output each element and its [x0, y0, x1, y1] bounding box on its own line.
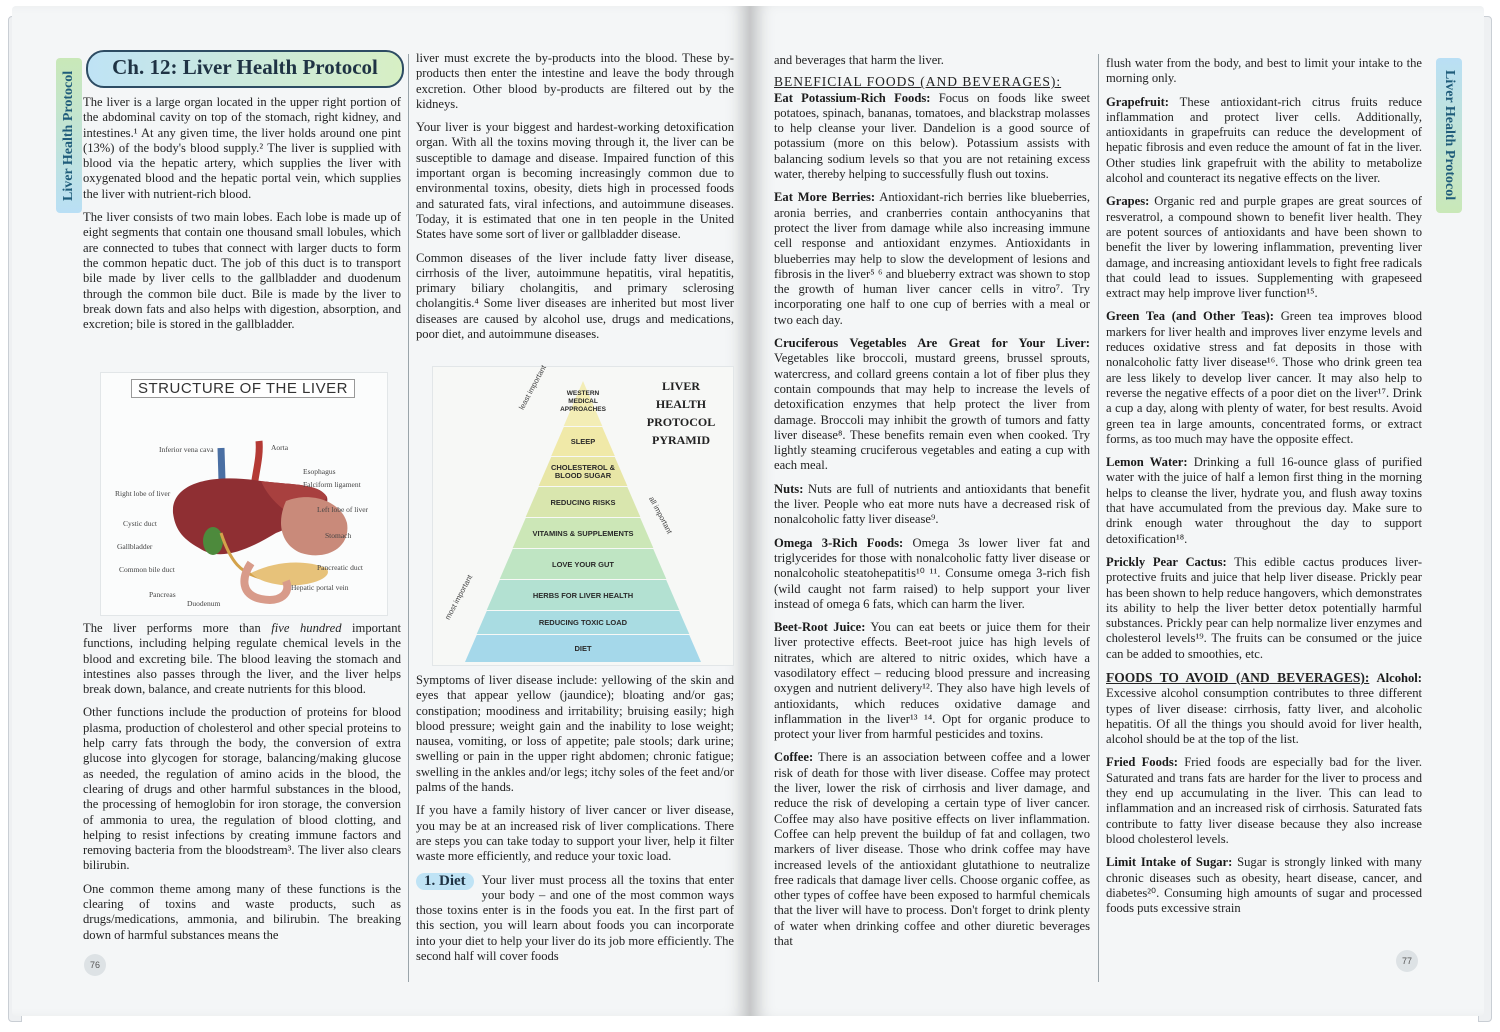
pyramid-level-label: VITAMINS & SUPPLEMENTS: [532, 528, 634, 538]
column-divider: [408, 54, 409, 982]
label-common-bile-duct: Common bile duct: [119, 565, 175, 574]
paragraph: Grapes: Organic red and purple grapes are great sources of resveratrol, a compound shown to benefit liver health. They are potent sources of antioxidants and have been shown to benefit the liver by lowering inflammation, preventing liver damage, and increasing antioxidant levels to fight free radicals that could lead to issues. Supplementing with grapeseed extract may help improve liver function¹⁵.: [1106, 194, 1422, 301]
paragraph: Coffee: There is an association between coffee and a lower risk of death for those with liver disease. Coffee may protect the liver, lower the risk of cirrhosis and liver damage, and reduce the risk of developing a certain type of liver cancer. Coffee may also have positive effects on liver inflammation. Coffee can help prevent the buildup of fat and collagen, two markers of liver disease. Those who drink coffee may have increased levels of the antioxidant glutathione to neutralize free radicals that damage liver cells. Choose organic coffee, as other types of coffee have been exposed to harmful chemicals that the liver will have to process. Don't forget to drink plenty of water when drinking coffee and other diuretic beverages that: [774, 750, 1090, 949]
pyramid-level-label: DIET: [574, 644, 592, 653]
left-column-1-lower: [83, 621, 401, 951]
paragraph: flush water from the body, and best to limit your intake to the morning only.: [1106, 56, 1422, 86]
liver-protocol-pyramid: [432, 363, 734, 666]
label-aorta: Aorta: [271, 443, 289, 452]
paragraph: Prickly Pear Cactus: This edible cactus produces liver-protective fruits and juice that help liver disease. Prickly pear has been shown to help reduce hangovers, which demonstrates its ability to help the liver better detox potentially harmful substances. Prickly pear can help normalize liver enzymes and cholesterol levels¹⁹. The fruits can be consumed or the juice can be added to smoothies, etc.: [1106, 554, 1423, 661]
paragraph: Beet-Root Juice: You can eat beets or juice them for their liver protective effects. Beet-root juice has high levels of nitrates, which are altered to nitric oxides, which have a vasodilatory effect – reducing blood pressure and increasing oxygen and nutrient delivery¹². They also have high levels of antioxidants, which reduces oxidative damage and inflammation in the liver¹³ ¹⁴. Opt for organic produce to protect your liver from harmful pesticides and toxins.: [774, 620, 1090, 742]
page-number: 77: [1396, 950, 1418, 972]
paragraph: Green Tea (and Other Teas): Green tea improves blood markers for liver health and improves liver enzyme levels and reduces oxidative stress and fat deposits in those with nonalcoholic fatty liver disease¹⁶. Those who drink green tea are less likely to develop liver cancer. It may also help to reverse the negative effects of a poor diet on the liver¹⁷. Drink a cup a day, along with plenty of water, for best results. Avoid green tea in large amounts, concentrated forms, or extract forms, as too much may have the opposite effect.: [1106, 309, 1422, 446]
left-column-1: [83, 95, 401, 340]
pyramid-level-label: REDUCING TOXIC LOAD: [538, 618, 628, 627]
paragraph: One common theme among many of these functions is the clearing of toxins and waste products, such as drugs/medications, ammonia, and bilirubin. The breaking down of harmful substances means the: [83, 881, 401, 942]
chapter-title: Ch. 12: Liver Health Protocol: [86, 50, 404, 88]
paragraph: Lemon Water: Drinking a full 16-ounce glass of purified water with the juice of half a lemon first thing in the morning helps to cleanse the liver, hydrate you, and flush away toxins that have accumulated from the previous day. Make sure to drink enough water throughout the day to support detoxification¹⁸.: [1106, 455, 1422, 546]
label-cystic-duct: Cystic duct: [123, 519, 157, 528]
right-side-tab: Liver Health Protocol: [1436, 58, 1462, 213]
diet-section-badge: 1. Diet: [416, 873, 474, 890]
left-column-2-lower: [416, 673, 734, 972]
paragraph: Nuts: Nuts are full of nutrients and antioxidants that benefit the liver. People who eat more nuts have a decreased risk of nonalcoholic fatty liver disease⁹.: [774, 481, 1090, 527]
left-side-tab: Liver Health Protocol: [56, 58, 82, 213]
label-pancreatic-duct: Pancreatic duct: [317, 563, 364, 572]
open-book: [8, 6, 1492, 1026]
paragraph: Your liver is your biggest and hardest-working detoxification organ. With all the toxins moving through it, the liver can be susceptible to damage and disease. Impaired function of this important organ is becoming increasingly common due to environmental toxins, obesity, diets high in processed foods and saturated fats, viral infections, and autoimmune diseases. Today, it is estimated that one in ten people in the United States have some sort of liver or gallbladder disease.: [416, 120, 734, 242]
paragraph: FOODS TO AVOID (AND BEVERAGES): Alcohol: Excessive alcohol consumption contributes to three different types of liver disease: cirrhosis, fatty liver, and alcoholic hepatitis. Of all the things you should avoid for liver health, alcohol should be at the top of the list.: [1106, 669, 1422, 747]
right-page: [750, 6, 1484, 1016]
right-column-1: [774, 53, 1090, 957]
pyramid-side-most-important: most important: [443, 573, 475, 622]
paragraph: The liver is a large organ located in the upper right portion of the abdominal cavity on top of the stomach, right kidney, and intestines.¹ At any given time, the liver holds around one pint (13%) of the body's blood supply.² The liver is supplied with blood via the hepatic artery, which supplies the liver with oxygenated blood and the hepatic portal vein, which supplies the liver with nutrient-rich blood.: [83, 95, 401, 201]
pyramid-level-label: WESTERN MEDICAL APPROACHES: [560, 390, 606, 413]
paragraph: BENEFICIAL FOODS (AND BEVERAGES): Eat Potassium-Rich Foods: Focus on foods like sweet potatoes, spinach, bananas, tomatoes, and blackstrap molasses to help cleanse your liver. Dandelion is a good source of potassium (more on this below). Potassium assists with balancing sodium levels so that you are not retaining excess water, thereby helping to successfully flush out toxins.: [774, 74, 1091, 182]
paragraph: The liver consists of two main lobes. Each lobe is made up of eight segments that contain one thousand small lobules, which are connected to tubes that connect with larger ducts to form the common hepatic duct. The job of this duct is to transport bile made by liver cells to the gallbladder and duodenum through the common bile duct. Bile is made by the liver to break down fats and also helps with digestion, absorption, and excretion; bile is stored in the gallbladder.: [83, 210, 401, 332]
paragraph: Other functions include the production of proteins for blood plasma, production of cholesterol and other special proteins to help carry fats through the body, the conversion of extra glucose into glycogen for storage, balancing/making glucose as needed, the regulation of amino acids in the blood, the clearing of drugs and other harmful substances in the blood, the processing of hemoglobin for iron storage, the conversion of ammonia to urea, the regulation of blood clotting, and helping to resist infections by creating immune factors and removing bacteria from the bloodstream³. The liver also clears bilirubin.: [83, 705, 401, 873]
pyramid-level-label: HERBS FOR LIVER HEALTH: [532, 590, 634, 600]
paragraph: Eat More Berries: Antioxidant-rich berries like blueberries, aronia berries, and cranberries contain anthocyanins that protect the liver from damage while also increasing immune cell response and antioxidant enzymes. Antioxidants in blueberries may help to slow the development of lesions and fibrosis in the liver⁵ ⁶ and blueberry extract was shown to stop the growth of human liver cancer cells in vitro⁷. Try incorporating one half to one cup of berries with a meal or two each day.: [774, 190, 1090, 327]
label-left-lobe: Left lobe of liver: [317, 505, 369, 514]
label-stomach: Stomach: [325, 531, 352, 540]
pyramid-title: LIVER HEALTH PROTOCOL PYRAMID: [646, 379, 716, 447]
label-pancreas: Pancreas: [149, 590, 176, 599]
paragraph: Cruciferous Vegetables Are Great for Your Liver: Vegetables like broccoli, mustard greens, brussel sprouts, watercress, and collard greens contain a lot of fiber plus they contain compounds that may help to increase the levels of detoxification enzymes that help protect the liver from damage. Broccoli may inhibit the growth of tumors and fatty liver disease⁸. These benefits remain even when cooked. Try lightly steaming cruciferous vegetables and eating a cup with each meal.: [774, 336, 1090, 473]
label-falciform-ligament: Falciform ligament: [303, 480, 361, 489]
pyramid-level-label: REDUCING RISKS: [550, 497, 616, 507]
label-duodenum: Duodenum: [187, 599, 221, 608]
pyramid-side-least-important: least important: [517, 363, 549, 412]
paragraph: Omega 3-Rich Foods: Omega 3s lower liver fat and triglycerides for those with nonalcoholic fatty liver disease or nonalcoholic steatohepatitis¹⁰ ¹¹. Consume omega 3-rich fish (wild caught not farm raised) to help support your liver instead of omega 6 fats, which can harm the liver.: [774, 535, 1090, 611]
right-column-2: [1106, 56, 1422, 924]
label-gallbladder: Gallbladder: [117, 542, 153, 551]
paragraph: Fried Foods: Fried foods are especially bad for the liver. Saturated and trans fats are harder for the liver to process and they end up accumulating in the liver. This can lead to inflammation and an increased risk of cirrhosis. Saturated fats contribute to fatty liver disease because they also increase blood cholesterol levels.: [1106, 755, 1422, 846]
pyramid-level-label: CHOLESTEROL & BLOOD SUGAR: [550, 463, 616, 480]
paragraph: and beverages that harm the liver.: [774, 53, 944, 67]
left-column-2: [416, 51, 734, 350]
figure-title: STRUCTURE OF THE LIVER: [131, 379, 355, 398]
paragraph: Limit Intake of Sugar: Sugar is strongly linked with many chronic diseases such as obesity, heart disease, cancer, and diabetes²⁰. Consuming high amounts of sugar and processed foods puts excessive strain: [1106, 855, 1422, 916]
column-divider: [1098, 54, 1099, 982]
label-esophagus: Esophagus: [303, 467, 336, 476]
page-number: 76: [84, 954, 106, 976]
label-hepatic-portal-vein: Hepatic portal vein: [291, 583, 349, 592]
label-right-lobe: Right lobe of liver: [115, 489, 171, 498]
section-heading-avoid: FOODS TO AVOID (AND BEVERAGES):: [1106, 669, 1370, 685]
section-heading-beneficial: BENEFICIAL FOODS (AND BEVERAGES):: [774, 74, 1062, 90]
pyramid-level-label: SLEEP: [570, 437, 596, 446]
paragraph: Grapefruit: These antioxidant-rich citrus fruits reduce inflammation and protect liver cells. Additionally, antioxidants in grapefruits can reduce the development of hepatic fibrosis and even reduce the amount of fat in the liver. Other studies link grapefruit with the ability to metabolize alcohol and counteract its negative effects on the liver.: [1106, 94, 1422, 186]
paragraph: If you have a family history of liver cancer or liver disease, you may be at an increased risk of liver complications. There are steps you can take today to support your liver, help it filter waste more efficiently, and reduce your toxic load.: [416, 803, 734, 864]
paragraph: liver must excrete the by-products into the blood. These by-products then enter the intestine and leave the body through excretion. Other blood by-products are filtered out by the kidneys.: [416, 51, 734, 111]
pyramid-side-all-important: all important: [647, 495, 675, 536]
liver-structure-figure: [100, 372, 388, 616]
paragraph: The liver performs more than five hundred important functions, including helping regulate chemical levels in the blood and excreting bile. The blood leaving the stomach and intestines also passes through the liver, and the liver helps break down, balance, and create nutrients for this blood.: [83, 621, 402, 697]
paragraph: Symptoms of liver disease include: yellowing of the skin and eyes that appear yellow (jaundice); bloating and/or gas; constipation; moodiness and irritability; bruising easily; high blood pressure; weight gain and the inability to lose weight; nausea, vomiting, or loss of appetite; pale stools; dark urine; swelling or pain in the upper right abdomen; chronic fatigue; swelling in the ankles and/or legs; itchy soles of the feet and/or palms of the hands.: [416, 673, 734, 795]
label-inferior-vena-cava: Inferior vena cava: [159, 445, 214, 454]
pyramid-level-label: LOVE YOUR GUT: [552, 559, 614, 569]
paragraph: 1. Diet Your liver must process all the toxins that enter your body – and one of the most common ways those toxins enter is in the foods you eat. In the first part of this section, you will learn about foods you can incorporate into your diet to help your liver do its job more efficiently. The second half will cover foods: [416, 872, 734, 964]
left-page: [12, 6, 750, 1016]
paragraph: Common diseases of the liver include fatty liver disease, cirrhosis of the liver, autoimmune hepatitis, viral hepatitis, primary biliary cholangitis, and primary sclerosing cholangitis.⁴ Some liver diseases are inherited but most liver diseases are caused by alcohol use, drugs and medications, poor diet, and autoimmune diseases.: [416, 250, 734, 342]
